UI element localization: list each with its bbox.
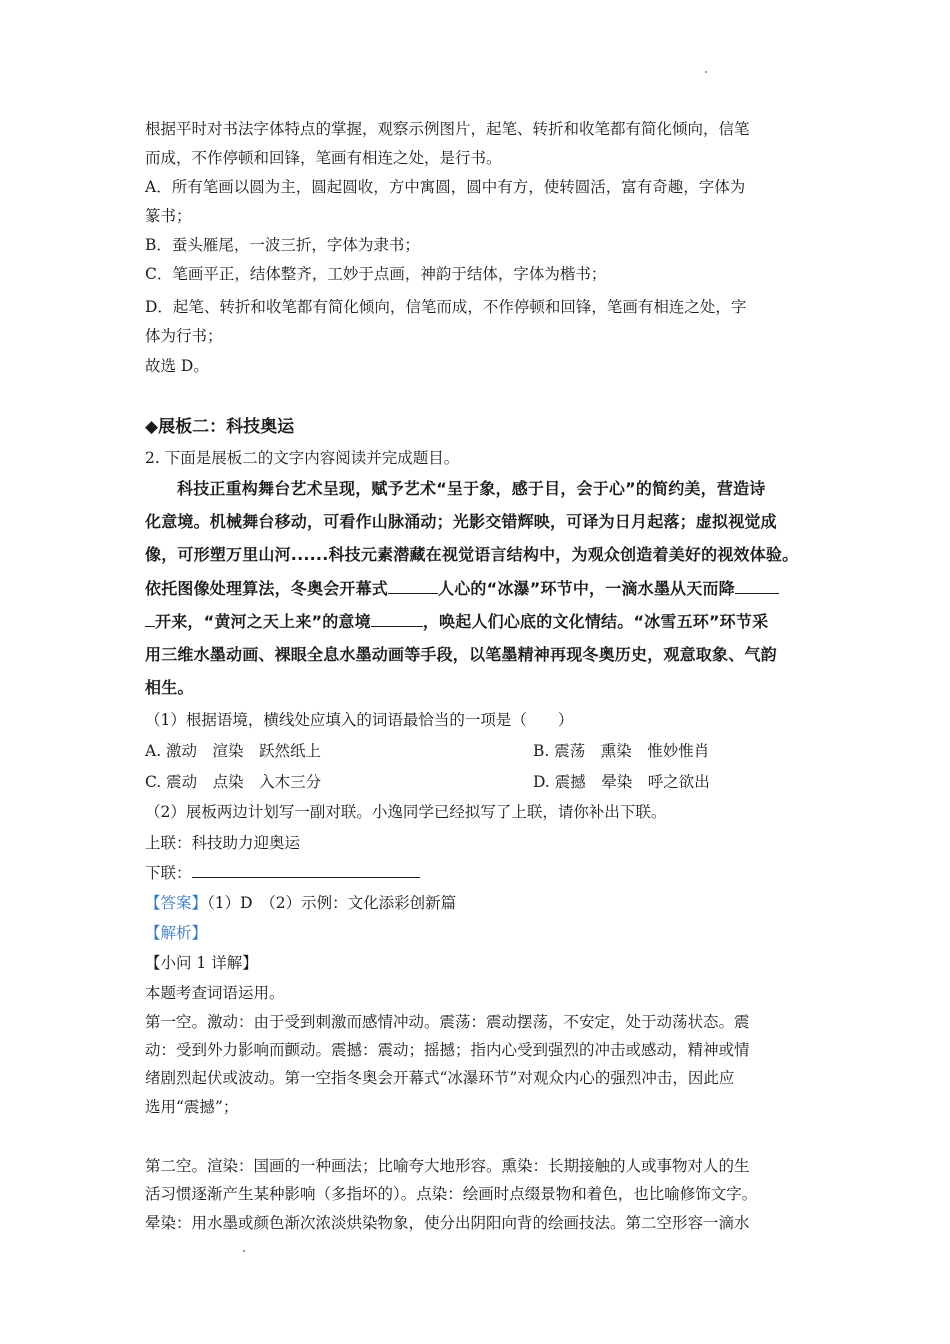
upper-couplet: 上联：科技助力迎奥运 [145, 834, 301, 852]
analysis-line: 第一空。激动：由于受到刺激而感情冲动。震荡：震动摆荡，不安定，处于动荡状态。震 [145, 1013, 750, 1031]
analysis-sub-heading: 【小问 1 详解】 [145, 954, 258, 972]
explanation-line: D．起笔、转折和收笔都有简化倾向，信笔而成，不作停顿和回锋，笔画有相连之处，字 [145, 298, 747, 316]
analysis-line: 动：受到外力影响而颤动。震撼：震动；摇撼；指内心受到强烈的冲击或感动，精神或情 [145, 1041, 750, 1059]
analysis-line: 选用“震撼”； [145, 1098, 239, 1116]
analysis-line: 活习惯逐渐产生某种影响（多指坏的）。点染：绘画时点缀景物和着色，也比喻修饰文字。 [145, 1185, 758, 1203]
option-c: C. 震动 点染 入木三分 [145, 773, 322, 791]
analysis-line: 第二空。渲染：国画的一种画法；比喻夸大地形容。熏染：长期接触的人或事物对人的生 [145, 1157, 750, 1175]
option-b: B. 震荡 熏染 惟妙惟肖 [533, 742, 710, 760]
answer-blank [145, 612, 155, 627]
option-a: A. 激动 渲染 跃然纸上 [145, 742, 322, 760]
answer-tag: 【答案】 [145, 894, 208, 912]
passage-line: 科技正重构舞台艺术呈现，赋予艺术“呈于象，感于目，会于心”的简约美，营造诗 [177, 479, 766, 498]
sub-question-1: （1）根据语境，横线处应填入的词语最恰当的一项是（ ） [145, 711, 574, 729]
question-stem: 2. 下面是展板二的文字内容阅读并完成题目。 [145, 449, 460, 467]
lower-couplet [145, 861, 420, 883]
corner-mark-bottom [243, 1250, 245, 1252]
passage-line: 化意境。机械舞台移动，可看作山脉涌动；光影交错辉映，可译为日月起落；虚拟视觉成 [145, 512, 777, 531]
answer-blank [371, 612, 423, 627]
analysis-line: 晕染：用水墨或颜色渐次浓淡烘染物象，使分出阴阳向背的绘画技法。第二空形容一滴水 [145, 1214, 750, 1232]
passage-segment: 依托图像处理算法，冬奥会开幕式 [145, 579, 389, 598]
analysis-line: 本题考查词语运用。 [145, 984, 285, 1002]
explanation-line: 体为行书； [145, 327, 223, 345]
explanation-line: B．蚕头雁尾，一波三折，字体为隶书； [145, 236, 420, 254]
passage-segment: 开来，“黄河之天上来”的意境 [155, 612, 371, 631]
option-d: D. 震撼 晕染 呼之欲出 [533, 773, 710, 791]
corner-mark-top [705, 71, 707, 73]
sub-question-2: （2）展板两边计划写一副对联。小逸同学已经拟写了上联，请你补出下联。 [145, 803, 667, 821]
section-title: ◆展板二：科技奥运 [145, 417, 295, 437]
explanation-line: 故选 D。 [145, 357, 209, 375]
answer-blank [388, 579, 438, 594]
analysis-line: 绪剧烈起伏或波动。第一空指冬奥会开幕式“冰瀑环节”对观众内心的强烈冲击，因此应 [145, 1069, 735, 1087]
explanation-line: 篆书； [145, 207, 192, 225]
explanation-line: A．所有笔画以圆为主，圆起圆收，方中寓圆，圆中有方，使转圆活，富有奇趣，字体为 [145, 178, 746, 196]
explanation-line: 根据平时对书法字体特点的掌握，观察示例图片，起笔、转折和收笔都有简化倾向，信笔 [145, 120, 750, 138]
explanation-line: 而成，不作停顿和回锋，笔画有相连之处，是行书。 [145, 149, 502, 167]
passage-line: 相生。 [145, 678, 194, 697]
answer-text: （1）D （2）示例：文化添彩创新篇 [207, 894, 457, 912]
answer-line [145, 891, 456, 913]
passage-line-with-blanks [145, 576, 779, 599]
explanation-line: C．笔画平正，结体整齐，工妙于点画，神韵于结体，字体为楷书； [145, 265, 607, 283]
passage-line: 用三维水墨动画、裸眼全息水墨动画等手段，以笔墨精神再现冬奥历史，观意取象、气韵 [145, 645, 777, 664]
passage-line-with-blanks [145, 609, 768, 632]
passage-segment: 人心的“冰瀑”环节中，一滴水墨从天而降 [438, 579, 735, 598]
passage-segment: ，唤起人们心底的文化情结。“冰雪五环”环节采 [422, 612, 769, 631]
passage-line: 像，可形塑万里山河......科技元素潜藏在视觉语言结构中，为观众创造着美好的视效体验。 [145, 545, 799, 564]
answer-blank [735, 579, 779, 594]
analysis-tag: 【解析】 [145, 924, 208, 942]
couplet-blank [192, 863, 420, 878]
lower-couplet-label: 下联： [145, 864, 192, 882]
